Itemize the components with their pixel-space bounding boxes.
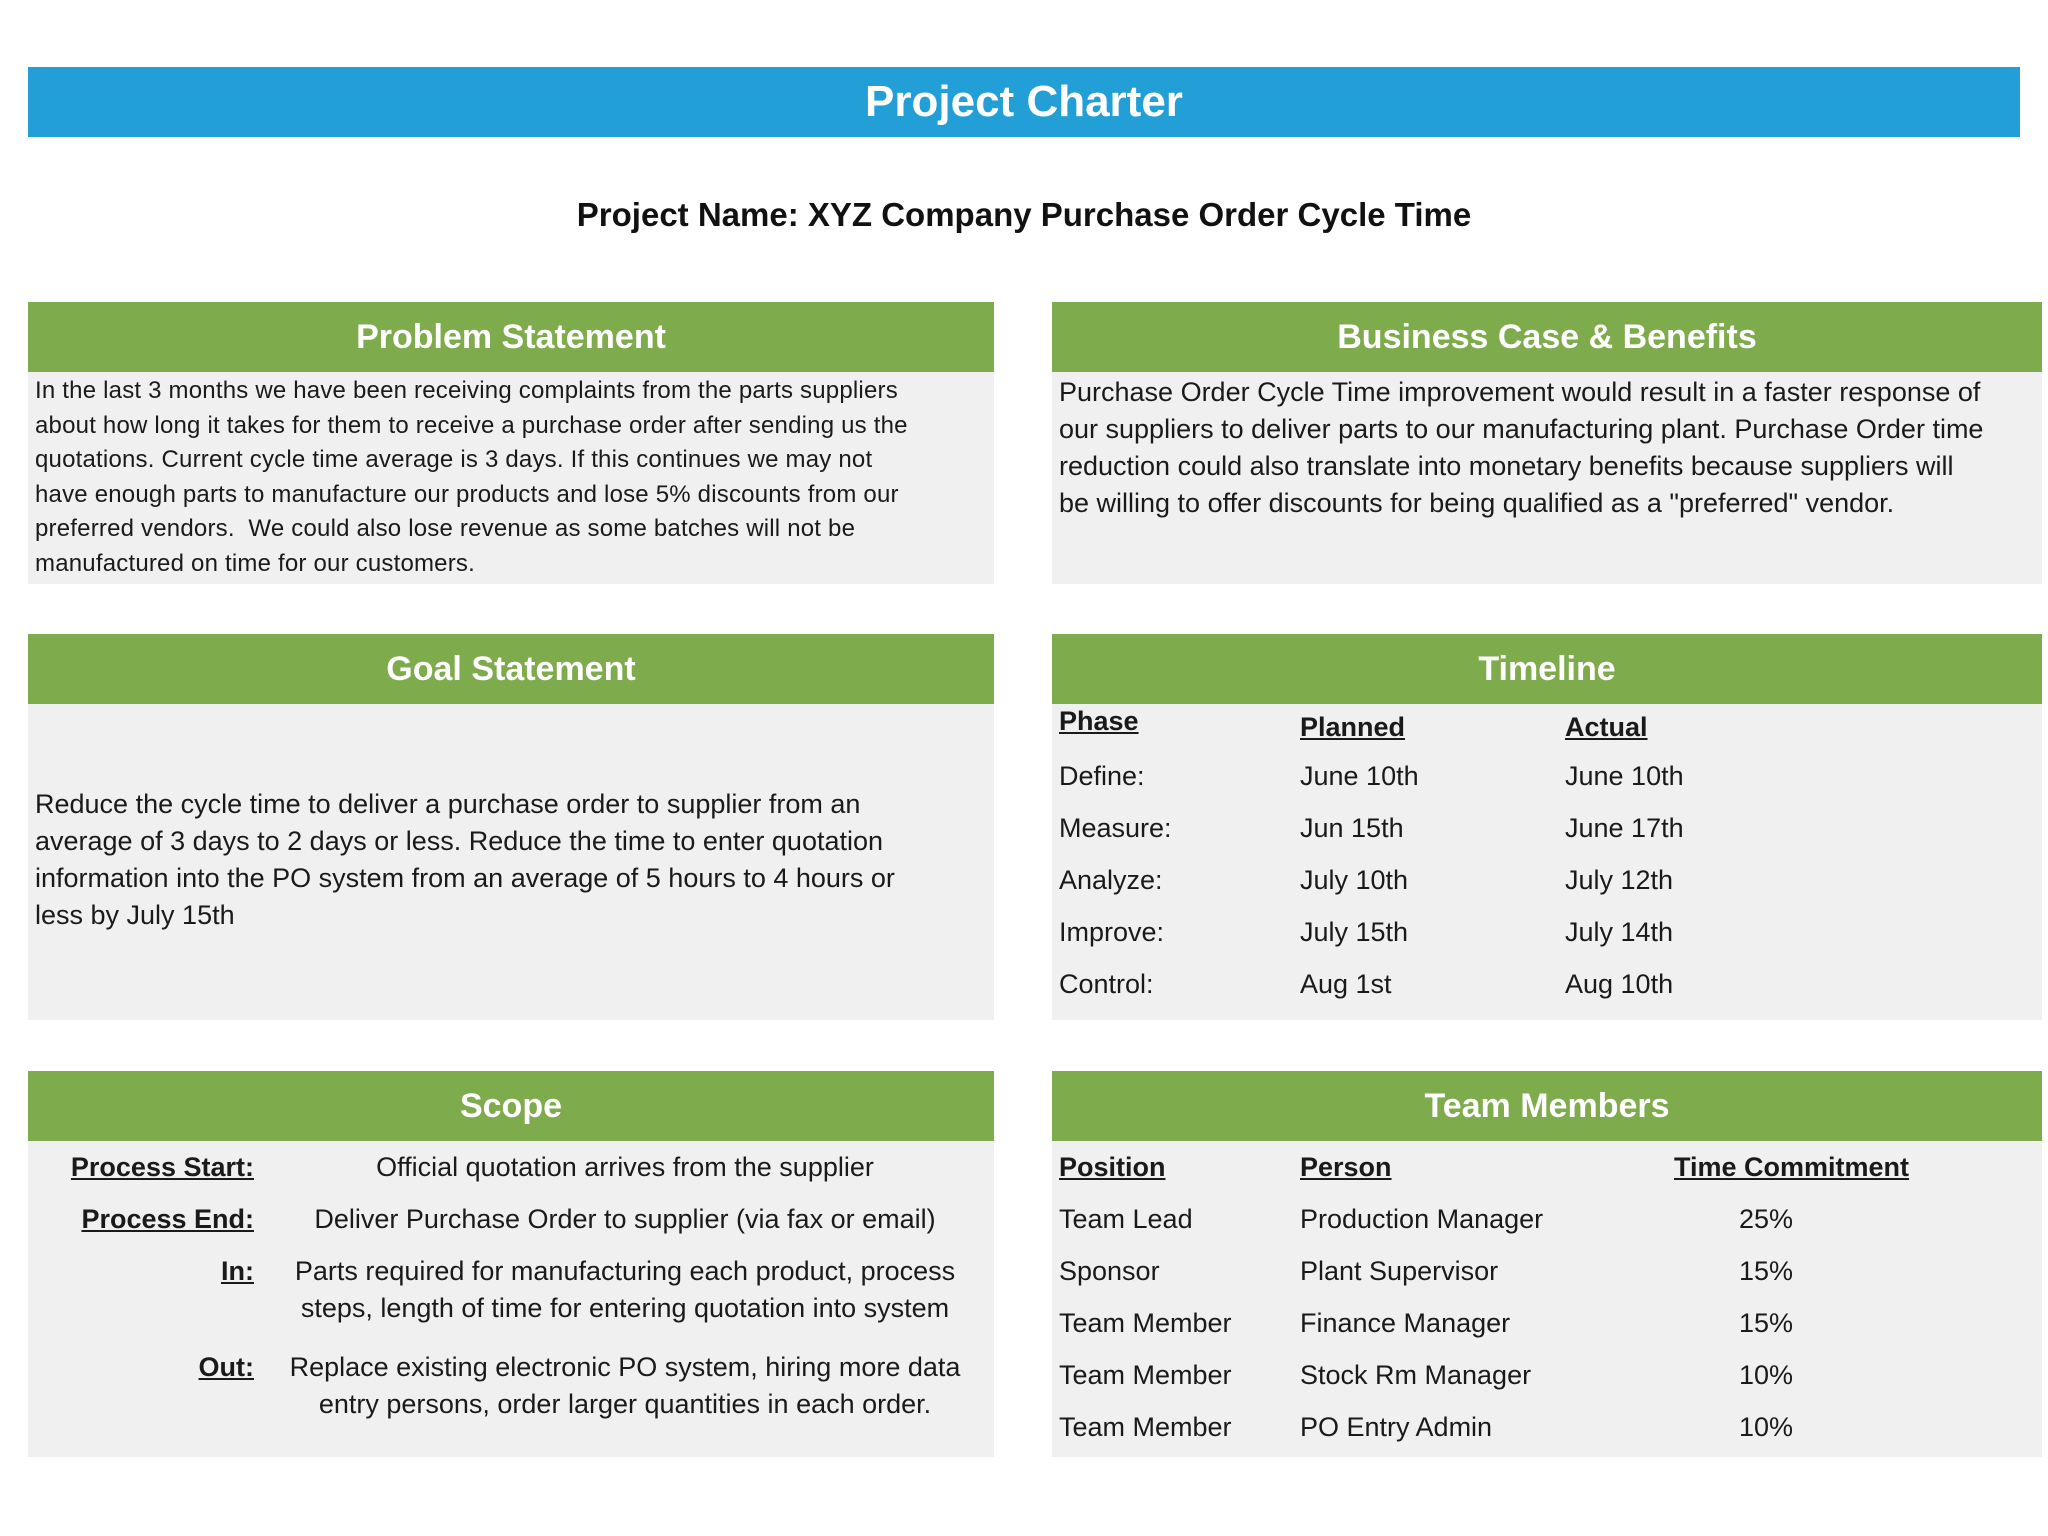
problem-line: have enough parts to manufacture our products and lose 5% discounts from our bbox=[35, 480, 899, 508]
scope-value: Official quotation arrives from the supplier bbox=[376, 1151, 874, 1182]
position-cell: Team Member bbox=[1059, 1307, 1232, 1338]
timeline-header-row bbox=[1059, 704, 2035, 750]
planned-cell: July 10th bbox=[1300, 864, 1409, 895]
document-title: Project Charter bbox=[865, 77, 1183, 126]
timeline-panel bbox=[1052, 634, 2042, 1020]
scope-body bbox=[28, 1141, 994, 1423]
col-time-commitment: Time Commitment bbox=[1674, 1151, 1910, 1182]
actual-cell: June 17th bbox=[1565, 812, 1684, 843]
commitment-cell: 10% bbox=[1739, 1359, 1794, 1390]
scope-label: Process Start: bbox=[70, 1151, 254, 1182]
person-cell: Finance Manager bbox=[1300, 1307, 1511, 1338]
col-phase: Phase bbox=[1059, 705, 1139, 736]
goal-line: less by July 15th bbox=[35, 900, 235, 930]
table-row bbox=[1059, 750, 2035, 802]
scope-header: Scope bbox=[28, 1071, 994, 1141]
business-line: Purchase Order Cycle Time improvement would result in a faster response of bbox=[1059, 377, 1981, 407]
timeline-table bbox=[1052, 704, 2042, 1010]
problem-line: quotations. Current cycle time average is 3 days. If this continues we may not bbox=[35, 446, 873, 473]
actual-cell: July 12th bbox=[1565, 864, 1674, 895]
phase-cell: Measure: bbox=[1059, 812, 1172, 843]
phase-cell: Analyze: bbox=[1059, 864, 1163, 895]
goal-statement-panel bbox=[28, 634, 994, 1020]
problem-statement-header: Problem Statement bbox=[28, 302, 994, 372]
scope-value bbox=[264, 1253, 994, 1327]
position-cell: Team Lead bbox=[1059, 1203, 1193, 1234]
table-row bbox=[1059, 802, 2035, 854]
scope-item-process-end bbox=[28, 1193, 994, 1245]
position-cell: Sponsor bbox=[1059, 1255, 1160, 1286]
table-row bbox=[1059, 1401, 2035, 1453]
title-bar bbox=[28, 67, 2020, 137]
goal-statement-header: Goal Statement bbox=[28, 634, 994, 704]
col-position: Position bbox=[1059, 1151, 1166, 1182]
scope-item-in bbox=[28, 1245, 994, 1349]
commitment-cell: 15% bbox=[1739, 1255, 1794, 1286]
planned-cell: Jun 15th bbox=[1300, 812, 1404, 843]
col-planned: Planned bbox=[1300, 711, 1406, 742]
commitment-cell: 15% bbox=[1739, 1307, 1794, 1338]
problem-line: manufactured on time for our customers. bbox=[35, 549, 475, 577]
timeline-header: Timeline bbox=[1052, 634, 2042, 704]
person-cell: Stock Rm Manager bbox=[1300, 1359, 1532, 1390]
problem-statement-body bbox=[28, 372, 994, 581]
scope-item-out bbox=[28, 1349, 994, 1423]
business-line: our suppliers to deliver parts to our manufacturing plant. Purchase Order time bbox=[1059, 414, 1984, 444]
commitment-cell: 10% bbox=[1739, 1411, 1794, 1442]
business-case-body bbox=[1052, 372, 2042, 522]
col-actual: Actual bbox=[1565, 711, 1648, 742]
actual-cell: June 10th bbox=[1565, 760, 1684, 791]
scope-item-process-start bbox=[28, 1141, 994, 1193]
problem-line: preferred vendors. We could also lose revenue as some batches will not be bbox=[35, 515, 856, 542]
actual-cell: July 14th bbox=[1565, 916, 1674, 947]
business-case-header: Business Case & Benefits bbox=[1052, 302, 2042, 372]
table-row bbox=[1059, 854, 2035, 906]
team-header-row bbox=[1059, 1141, 2035, 1193]
scope-value: Deliver Purchase Order to supplier (via fax or email) bbox=[314, 1203, 936, 1234]
table-row bbox=[1059, 1193, 2035, 1245]
table-row bbox=[1059, 1349, 2035, 1401]
person-cell: Production Manager bbox=[1300, 1203, 1544, 1234]
scope-label: Out: bbox=[198, 1352, 254, 1382]
team-members-header: Team Members bbox=[1052, 1071, 2042, 1141]
scope-label: Process End: bbox=[81, 1203, 254, 1234]
goal-line: Reduce the cycle time to deliver a purchase order to supplier from an bbox=[35, 789, 861, 819]
goal-line: average of 3 days to 2 days or less. Reduce the time to enter quotation bbox=[35, 826, 884, 856]
scope-value bbox=[264, 1349, 994, 1423]
phase-cell: Control: bbox=[1059, 968, 1154, 999]
actual-cell: Aug 10th bbox=[1565, 968, 1674, 999]
team-members-panel bbox=[1052, 1071, 2042, 1457]
business-line: be willing to offer discounts for being qualified as a "preferred" vendor. bbox=[1059, 488, 1895, 518]
goal-statement-body bbox=[28, 704, 994, 1016]
problem-statement-panel bbox=[28, 302, 994, 584]
table-row bbox=[1059, 1245, 2035, 1297]
project-name: Project Name: XYZ Company Purchase Order Cycle Time bbox=[576, 196, 1472, 233]
scope-value-line: entry persons, order larger quantities in each order. bbox=[318, 1389, 932, 1419]
commitment-cell: 25% bbox=[1739, 1203, 1794, 1234]
problem-line: In the last 3 months we have been receiving complaints from the parts suppliers bbox=[35, 377, 898, 404]
col-person: Person bbox=[1300, 1151, 1392, 1182]
position-cell: Team Member bbox=[1059, 1359, 1232, 1390]
goal-line: information into the PO system from an average of 5 hours to 4 hours or bbox=[35, 863, 895, 893]
problem-line: about how long it takes for them to receive a purchase order after sending us the bbox=[35, 411, 908, 439]
scope-label: In: bbox=[221, 1256, 254, 1286]
planned-cell: July 15th bbox=[1300, 916, 1409, 947]
scope-value-line: Replace existing electronic PO system, hiring more data bbox=[289, 1352, 961, 1382]
scope-value-line: Parts required for manufacturing each product, process bbox=[294, 1256, 956, 1286]
scope-value-line: steps, length of time for entering quotation into system bbox=[300, 1293, 950, 1323]
person-cell: Plant Supervisor bbox=[1300, 1255, 1499, 1286]
table-row bbox=[1059, 906, 2035, 958]
table-row bbox=[1059, 958, 2035, 1010]
planned-cell: Aug 1st bbox=[1300, 968, 1392, 999]
business-case-panel bbox=[1052, 302, 2042, 584]
team-members-table bbox=[1052, 1141, 2042, 1453]
phase-cell: Improve: bbox=[1059, 916, 1165, 947]
scope-panel bbox=[28, 1071, 994, 1457]
position-cell: Team Member bbox=[1059, 1411, 1232, 1442]
table-row bbox=[1059, 1297, 2035, 1349]
phase-cell: Define: bbox=[1059, 760, 1145, 791]
planned-cell: June 10th bbox=[1300, 760, 1419, 791]
person-cell: PO Entry Admin bbox=[1300, 1411, 1493, 1442]
business-line: reduction could also translate into monetary benefits because suppliers will bbox=[1059, 451, 1954, 481]
